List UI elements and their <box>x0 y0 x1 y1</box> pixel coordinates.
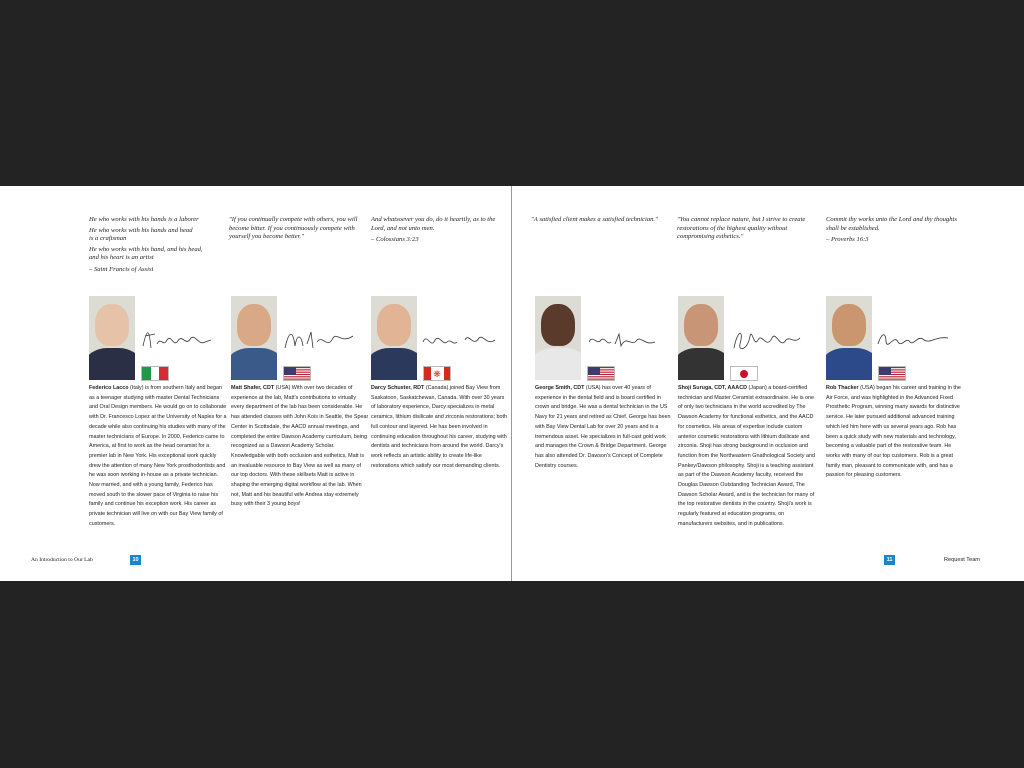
bio-text <box>826 384 964 481</box>
bio-body: (USA) began his career and training in the Air Force, and was highlighted in the Advanced Fixed Prosthetic Program, winning many awards for distinctive service. He later pursued additional advanced training which led him here with us several years ago. Rob has been a quick study with new materials and technology, becoming a valuable part of the restorative team. He works with many of our top customers. Rob is a great family man, pleasant to communicate with, and has a passion for pleasing customers. <box>826 385 961 479</box>
signature-image <box>139 324 215 354</box>
quote-block <box>677 216 817 244</box>
person-name: Shoji Suruga, CDT, AAACD <box>678 385 747 391</box>
bio-body: (Japan) a board-certified technician and Master Ceramist extraordinaire. He is one of only two technicians in the world accredited by The Dawson Academy for functional esthetics, and the AACD for cosmetics. His areas of expertise include custom anterior cosmetic restorations with lithium disilicate and zirconia. Shoji has strong background in occlusion and function from the Northeastern Gnathological Society and Pankey/Dawson philosophy. Shoji is a teaching assistant as part of the Dawson Academy faculty, received the Douglas Dawson Outstanding Technician Award, The Dawson Scholar Award, and is the technician for many of the top restorative dentists in the country. Shoji's work is regularly featured at education programs, on manufacturers websites, and in publications. <box>678 385 815 527</box>
portrait-photo <box>231 296 277 380</box>
quote-source: – Colossians 3:23 <box>371 236 419 244</box>
portrait-photo <box>678 296 724 380</box>
person-name: Federico Lacco <box>89 385 129 391</box>
bio-body: (Canada) joined Bay View from Saskatoon, Saskatchewan, Canada. With over 30 years of laboratory experience, Darcy specializes in metal ceramics, lithium disilicate and zirconia restorations; both full contour and layered. He has been involved in continuing education throughout his career, studying with dentists and technicians from around the world. Darcy's work reflects an artistic ability to create life-like restorations which satisfy our most demanding clients. <box>371 385 508 469</box>
quote-text: "If you continually compete with others, you will become bitter. If you continuously compete with yourself you become better." <box>229 216 358 241</box>
signature-image <box>876 324 952 354</box>
person-name: Matt Shafer, CDT <box>231 385 275 391</box>
usa-flag-icon <box>283 366 311 381</box>
person-name: Darcy Schuster, RDT <box>371 385 425 391</box>
usa-flag-icon <box>587 366 615 381</box>
portrait-photo <box>371 296 417 380</box>
person-name: Rob Thacker <box>826 385 859 391</box>
bio-body: (Italy) is from southern Italy and began as a teenager studying with master Dental Technicians and Oral Design members. He would go on to collaborate with Dr. Francesco Lopez at the University of Naples for a decade while also continuing his studies with many of the master technicians of Europe. In 2000, Federico came to America, at first to work as the head ceramist for a premier lab in New York. His exceptional work quickly drew the attention of many New York prosthodontists and he was soon working in-house as a private technician. Now married, and with a young family, Federico has moved south to the slower pace of Virginia to raise his family and continue his exception work. His career as private technician will live on with our Bay View family of customers. <box>89 385 227 527</box>
signature-image <box>421 324 497 354</box>
page-number-left[interactable]: 10 <box>130 555 141 565</box>
signature-image <box>728 324 804 354</box>
portrait-photo <box>89 296 135 380</box>
quote-block <box>229 216 369 244</box>
signature-image <box>585 324 661 354</box>
right-footer-title[interactable]: Request Team <box>944 557 980 563</box>
quote-source: – Proverbs 16:3 <box>826 236 869 244</box>
bio-body: (USA) With over two decades of experience at the lab, Matt's contributions to virtually every department of the lab has been considerable. He has attended classes with John Kois in Seattle, the Spear Center in Scottsdale, the AACD annual meetings, and completed the entire Dawson Academy curriculum, being recognized as a Dawson Academy Scholar. Knowledgable with both occlusion and esthetics, Matt is an invaluable resource to Bay View as well as many of our top doctors. With these skillsets Matt is active in shaping the emerging digital workflow at the lab. When not, Matt and his beautiful wife Andrea stay extremely busy with their 3 young boys! <box>231 385 369 508</box>
brochure-spread <box>0 186 1024 581</box>
quote-text: He who works with his hand, and his head, and his heart is an artist <box>89 245 203 262</box>
quote-block <box>826 216 966 247</box>
quote-text: Commit thy works unto the Lord and thy thoughts shall be established. <box>826 216 957 232</box>
usa-flag-icon <box>878 366 906 381</box>
bio-body: (USA) has over 40 years of experience in the dental field and is board certified in crown and bridge. He was a dental technician in the US Navy for 21 years and retired as Chief. George has been with Bay View Dental Lab for over 20 years and is a tremendous asset. He specializes in full-cast gold work and manages the Crown & Bridge Department. George has also attended Dr. Dawson's Concept of Complete Dentistry courses. <box>535 385 671 469</box>
quote-block <box>371 216 511 247</box>
japan-flag-icon <box>730 366 758 381</box>
portrait-photo <box>535 296 581 380</box>
portrait-photo <box>826 296 872 380</box>
quote-source: – Saint Francis of Assisi <box>89 265 154 273</box>
quote-text: And whatsoever you do, do it heartily, as to the Lord, and not unto men. <box>371 216 496 232</box>
bio-text <box>535 384 673 471</box>
left-footer-title[interactable]: An Introduction to Our Lab <box>31 557 93 563</box>
quote-text: He who works with his hands is a laborer <box>89 216 199 223</box>
italy-flag-icon <box>141 366 169 381</box>
signature-image <box>281 324 357 354</box>
quote-block <box>89 216 229 277</box>
person-name: George Smith, CDT <box>535 385 585 391</box>
bio-text <box>231 384 369 510</box>
bio-text <box>371 384 509 471</box>
bio-text <box>89 384 227 530</box>
canada-flag-icon: ❋ <box>423 366 451 381</box>
quote-text: "You cannot replace nature, but I strive to create restorations of the highest quality without compromising esthetics." <box>677 216 806 241</box>
quote-text: He who works with his hands and head is a craftsman <box>89 226 193 243</box>
quote-text: "A satisfied client makes a satisfied technician." <box>531 216 658 223</box>
quote-block <box>531 216 671 227</box>
bio-text <box>678 384 816 530</box>
page-divider <box>511 186 512 581</box>
page-number-right[interactable]: 11 <box>884 555 895 565</box>
